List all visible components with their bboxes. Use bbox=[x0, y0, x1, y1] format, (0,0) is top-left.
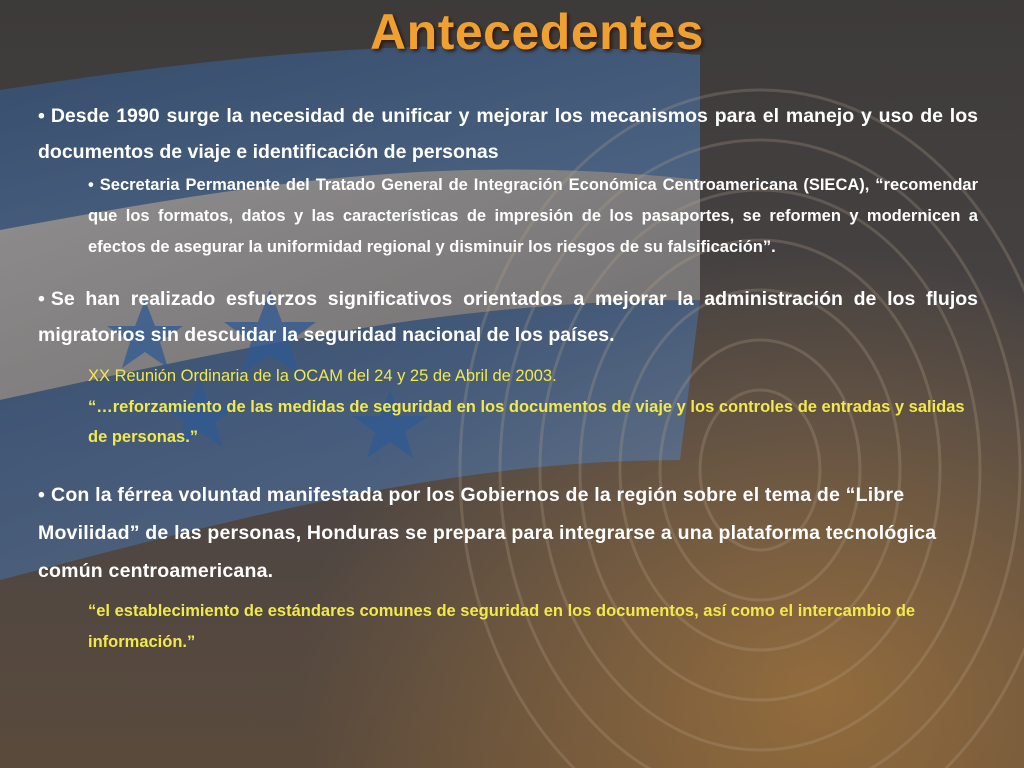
sub-bullet-1 bbox=[88, 170, 978, 263]
bullet-3 bbox=[38, 476, 978, 590]
bullet-glyph: • bbox=[88, 176, 94, 194]
bullet-1 bbox=[38, 98, 978, 170]
quote-1-heading: XX Reunión Ordinaria de la OCAM del 24 y 25 de Abril de 2003. bbox=[88, 367, 557, 385]
bullet-glyph: • bbox=[38, 288, 45, 310]
slide-content bbox=[38, 98, 978, 658]
slide-title: Antecedentes bbox=[370, 4, 704, 60]
sub-bullet-1-text: Secretaria Permanente del Tratado General de Integración Económica Centroamericana (SIECA), “recomendar que los formatos, datos y las características de impresión de los pasaportes, se reformen y modernicen a efectos de asegurar la uniformidad regional y disminuir los riesgos de su falsificación”. bbox=[88, 176, 978, 256]
bullet-1-text: Desde 1990 surge la necesidad de unificar y mejorar los mecanismos para el manejo y uso de los documentos de viaje e identificación de personas bbox=[38, 105, 978, 163]
quote-2-text: “el establecimiento de estándares comunes de seguridad en los documentos, así como el intercambio de información.” bbox=[88, 602, 916, 651]
quote-1-text: “…reforzamiento de las medidas de seguridad en los documentos de viaje y los controles de entradas y salidas de personas.” bbox=[88, 398, 965, 446]
bullet-2 bbox=[38, 281, 978, 353]
bullet-glyph: • bbox=[38, 105, 45, 127]
bullet-glyph: • bbox=[38, 484, 46, 506]
bullet-3-text: Con la férrea voluntad manifestada por los Gobiernos de la región sobre el tema de “Libre Movilidad” de las personas, Honduras se prepara para integrarse a una plataforma tecnológica común centroamericana. bbox=[38, 484, 937, 582]
bullet-2-text: Se han realizado esfuerzos significativos orientados a mejorar la administración de los flujos migratorios sin descuidar la seguridad nacional de los países. bbox=[38, 288, 978, 346]
